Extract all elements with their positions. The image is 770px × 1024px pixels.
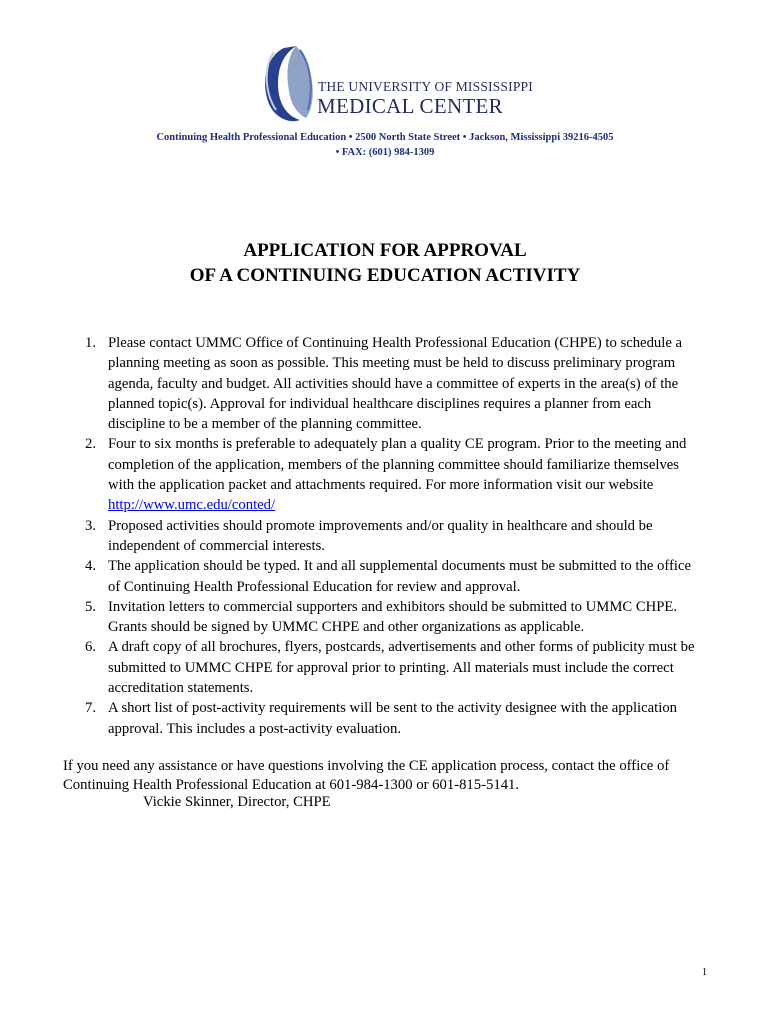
signature-line: Vickie Skinner, Director, CHPE [143,794,331,810]
list-item: 2. Four to six months is preferable to adequately plan a quality CE program. Prior to the meeting and completion of the application, members of the planning committee should familiarize themselves with the application packet and attachments required. For more information visit our website http://www.umc.edu/conted/ [85,436,687,514]
address-line: Continuing Health Professional Education • 2500 North State Street • Jackson, Mississippi 39216-4505 [156,132,614,143]
list-item: 7. A short list of post-activity requirements will be sent to the activity designee with the application approval. This includes a post-activity evaluation. [85,700,678,737]
logo-university-name: THE UNIVERSITY OF MISSISSIPPI [318,79,533,94]
page-number: 1 [702,967,707,978]
fax-line: • FAX: (601) 984-1309 [335,147,435,158]
website-link[interactable]: http://www.umc.edu/conted/ [108,497,276,514]
contact-paragraph: If you need any assistance or have questions involving the CE application process, contact the office of Continuing Health Professional Education at 601-984-1300 or 601-815-5141. [63,758,670,793]
list-item: 5. Invitation letters to commercial supporters and exhibitors should be submitted to UMMC CHPE. Grants should be signed by UMMC CHPE and other organizations as applicable. [85,598,678,636]
page-title-line1: APPLICATION FOR APPROVAL [243,240,527,261]
list-item: 1. Please contact UMMC Office of Continuing Health Professional Education (CHPE) to schedule a planning meeting as soon as possible. This meeting must be held to discuss preliminary program agenda, faculty and budget. All activities should have a committee of experts in the area(s) of the planned topic(s). Approval for individual healthcare disciplines requires a planner from each discipline to be a member of the planning committee. [85,335,683,433]
logo-medical-center: MEDICAL CENTER [317,94,503,118]
instructions-list [85,333,705,739]
list-item: 4. The application should be typed. It and all supplemental documents must be submitted to the office of Continuing Health Professional Education for review and approval. [85,558,692,595]
list-item: 3. Proposed activities should promote improvements and/or quality in healthcare and should be independent of commercial interests. [85,517,653,554]
list-item: 6. A draft copy of all brochures, flyers, postcards, advertisements and other forms of publicity must be submitted to UMMC CHPE for approval prior to printing. All materials must include the correct accreditation statements. [85,639,695,697]
page-title-line2: OF A CONTINUING EDUCATION ACTIVITY [189,265,581,286]
